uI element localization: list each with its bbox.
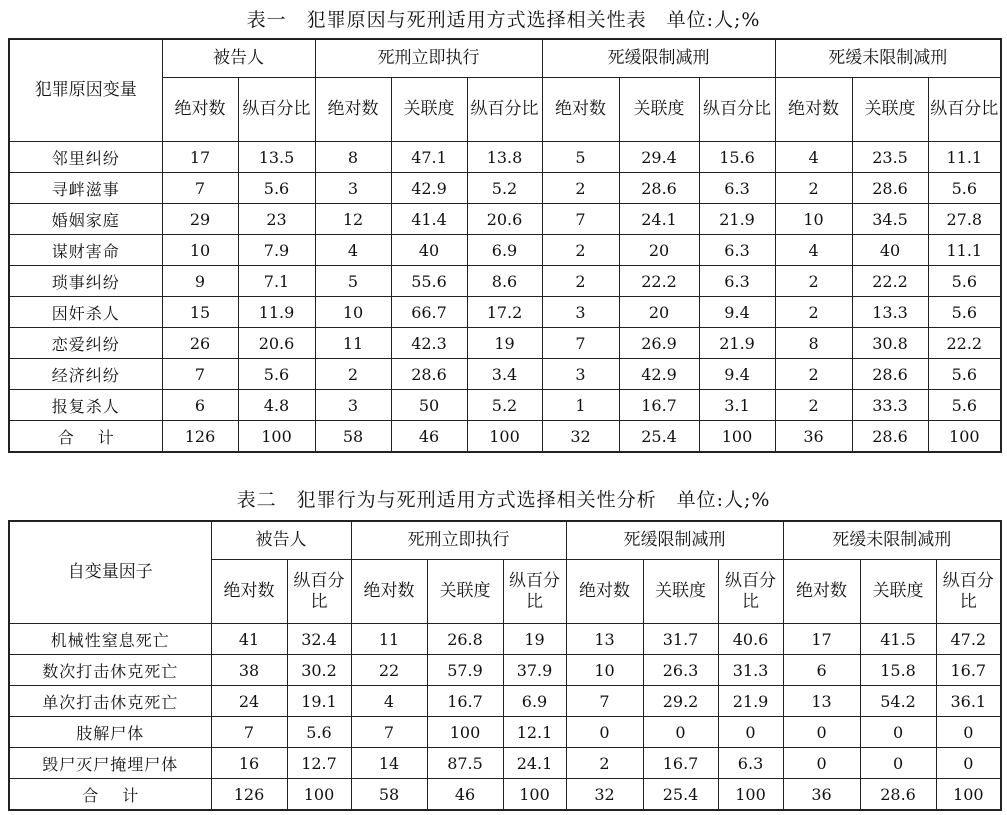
table-cell: 34.5 (852, 204, 928, 235)
table-cell: 26.8 (427, 624, 503, 655)
table-cell: 4 (775, 142, 852, 173)
sub-header-rel: 关联度 (391, 78, 467, 142)
table-cell: 17.2 (467, 297, 542, 328)
sub-header-pct: 纵百分比 (467, 78, 542, 142)
sub-header-abs: 绝对数 (211, 560, 287, 624)
table-row (9, 624, 1001, 655)
table-cell: 55.6 (391, 266, 467, 297)
table2-body (9, 624, 1001, 811)
table-cell: 5.2 (467, 173, 542, 204)
table-cell: 41.4 (391, 204, 467, 235)
table-cell: 16.7 (427, 686, 503, 717)
group-header: 死缓限制减刑 (566, 521, 783, 560)
table-cell: 42.3 (391, 328, 467, 359)
table-cell: 26 (162, 328, 238, 359)
table-cell: 12.1 (503, 717, 566, 748)
table-cell: 12.7 (287, 748, 351, 779)
table-row (9, 204, 1001, 235)
table-cell: 0 (936, 717, 1001, 748)
table-cell: 5.6 (238, 359, 315, 390)
table-cell: 3 (542, 359, 619, 390)
table-cell: 2 (542, 173, 619, 204)
row-label: 经济纠纷 (9, 359, 162, 390)
table-cell: 5.6 (928, 266, 1001, 297)
table-cell: 17 (162, 142, 238, 173)
table-cell: 6.3 (718, 748, 783, 779)
table-cell: 10 (315, 297, 391, 328)
group-header: 死缓限制减刑 (542, 39, 775, 78)
table-cell: 4 (351, 686, 427, 717)
group-header: 死刑立即执行 (351, 521, 566, 560)
table-cell: 24 (211, 686, 287, 717)
table-cell: 21.9 (699, 328, 775, 359)
table-cell: 6.3 (699, 173, 775, 204)
row-label: 婚姻家庭 (9, 204, 162, 235)
table-row (9, 266, 1001, 297)
table-cell: 13 (783, 686, 860, 717)
sub-header-abs: 绝对数 (566, 560, 643, 624)
table-cell: 15.6 (699, 142, 775, 173)
table-row (9, 390, 1001, 421)
table-cell: 42.9 (619, 359, 699, 390)
table-cell: 24.1 (503, 748, 566, 779)
table-cell: 10 (162, 235, 238, 266)
table-cell: 36 (783, 779, 860, 811)
table-cell: 46 (427, 779, 503, 811)
table-cell: 8 (775, 328, 852, 359)
table-cell: 20 (619, 235, 699, 266)
table-cell: 4 (315, 235, 391, 266)
sub-header-pct: 纵百分比 (238, 78, 315, 142)
row-label: 数次打击休克死亡 (9, 655, 211, 686)
table-cell: 26.9 (619, 328, 699, 359)
table-cell: 126 (162, 421, 238, 453)
table-cell: 28.6 (619, 173, 699, 204)
table-cell: 16.7 (936, 655, 1001, 686)
table-cell: 20.6 (238, 328, 315, 359)
sub-header-abs: 绝对数 (351, 560, 427, 624)
table2 (8, 520, 1002, 811)
table-row (9, 297, 1001, 328)
table-cell: 5.6 (238, 173, 315, 204)
table-cell: 5.6 (928, 297, 1001, 328)
table-cell: 22 (351, 655, 427, 686)
sub-header-pct: 纵百分比 (718, 560, 783, 624)
table-row (9, 328, 1001, 359)
table-cell: 36.1 (936, 686, 1001, 717)
table-cell: 28.6 (852, 421, 928, 453)
sub-header-rel: 关联度 (619, 78, 699, 142)
table-cell: 11.1 (928, 142, 1001, 173)
table1-title: 表一 犯罪原因与死刑适用方式选择相关性表 单位:人;% (246, 9, 761, 31)
table-cell: 28.6 (860, 779, 936, 811)
sub-header-abs: 绝对数 (315, 78, 391, 142)
table-cell: 2 (542, 266, 619, 297)
table-row (9, 686, 1001, 717)
table1 (8, 38, 1002, 453)
table-cell: 25.4 (643, 779, 718, 811)
table-cell: 9.4 (699, 297, 775, 328)
table-cell: 5 (315, 266, 391, 297)
row-header: 自变量因子 (9, 521, 211, 624)
table-cell: 32 (542, 421, 619, 453)
row-label: 毁尸灭尸掩埋尸体 (9, 748, 211, 779)
table-cell: 24.1 (619, 204, 699, 235)
table-cell: 25.4 (619, 421, 699, 453)
sub-header-rel: 关联度 (852, 78, 928, 142)
table-cell: 5.6 (928, 173, 1001, 204)
row-label: 琐事纠纷 (9, 266, 162, 297)
table-cell: 2 (542, 235, 619, 266)
table-cell: 40 (391, 235, 467, 266)
table-cell: 28.6 (852, 359, 928, 390)
table-cell: 0 (718, 717, 783, 748)
table-cell: 14 (351, 748, 427, 779)
table-row (9, 717, 1001, 748)
table-cell: 8 (315, 142, 391, 173)
group-header: 被告人 (162, 39, 315, 78)
table-cell: 4.8 (238, 390, 315, 421)
group-header: 死缓未限制减刑 (775, 39, 1001, 78)
table-cell: 1 (542, 390, 619, 421)
table-cell: 10 (775, 204, 852, 235)
row-label: 合计 (9, 421, 162, 453)
table-cell: 3.1 (699, 390, 775, 421)
table-cell: 7.1 (238, 266, 315, 297)
table-cell: 0 (860, 748, 936, 779)
row-label: 机械性窒息死亡 (9, 624, 211, 655)
sub-header-pct: 纵百分比 (928, 78, 1001, 142)
table-cell: 15 (162, 297, 238, 328)
table-cell: 11.1 (928, 235, 1001, 266)
row-label: 谋财害命 (9, 235, 162, 266)
table-row (9, 173, 1001, 204)
table-cell: 21.9 (718, 686, 783, 717)
sub-header-pct: 纵百分比 (936, 560, 1001, 624)
table-cell: 7.9 (238, 235, 315, 266)
row-label: 肢解尸体 (9, 717, 211, 748)
table-cell: 37.9 (503, 655, 566, 686)
table-cell: 100 (503, 779, 566, 811)
table-cell: 3 (315, 173, 391, 204)
table-cell: 17 (783, 624, 860, 655)
table-cell: 58 (315, 421, 391, 453)
sub-header-pct: 纵百分比 (503, 560, 566, 624)
table-cell: 28.6 (852, 173, 928, 204)
table-cell: 10 (566, 655, 643, 686)
sub-header-pct: 纵百分比 (699, 78, 775, 142)
table-cell: 5.6 (928, 390, 1001, 421)
table-cell: 16.7 (643, 748, 718, 779)
table-cell: 9.4 (699, 359, 775, 390)
table-cell: 5.6 (928, 359, 1001, 390)
table-cell: 30.8 (852, 328, 928, 359)
table-cell: 21.9 (699, 204, 775, 235)
table-cell: 12 (315, 204, 391, 235)
group-header: 死缓未限制减刑 (783, 521, 1001, 560)
table-cell: 19 (467, 328, 542, 359)
row-label: 报复杀人 (9, 390, 162, 421)
row-label: 合计 (9, 779, 211, 811)
table-cell: 7 (162, 173, 238, 204)
table-cell: 4 (775, 235, 852, 266)
table-cell: 100 (467, 421, 542, 453)
table-cell: 0 (783, 748, 860, 779)
table-cell: 100 (287, 779, 351, 811)
table-cell: 47.2 (936, 624, 1001, 655)
table-cell: 126 (211, 779, 287, 811)
table-cell: 22.2 (852, 266, 928, 297)
table-cell: 33.3 (852, 390, 928, 421)
table-cell: 20.6 (467, 204, 542, 235)
sub-header-rel: 关联度 (643, 560, 718, 624)
table-cell: 28.6 (391, 359, 467, 390)
table-cell: 2 (775, 390, 852, 421)
table-cell: 5 (542, 142, 619, 173)
table-cell: 23.5 (852, 142, 928, 173)
table-cell: 100 (699, 421, 775, 453)
table-cell: 2 (775, 359, 852, 390)
table-cell: 66.7 (391, 297, 467, 328)
table-cell: 0 (783, 717, 860, 748)
table-cell: 26.3 (643, 655, 718, 686)
table-cell: 23 (238, 204, 315, 235)
table-cell: 29 (162, 204, 238, 235)
group-header: 死刑立即执行 (315, 39, 542, 78)
table-cell: 19.1 (287, 686, 351, 717)
row-label: 单次打击休克死亡 (9, 686, 211, 717)
row-label: 因奸杀人 (9, 297, 162, 328)
table-cell: 0 (860, 717, 936, 748)
table-cell: 7 (566, 686, 643, 717)
table-cell: 32.4 (287, 624, 351, 655)
sub-header-abs: 绝对数 (162, 78, 238, 142)
sub-header-abs: 绝对数 (783, 560, 860, 624)
table-cell: 32 (566, 779, 643, 811)
table-cell: 38 (211, 655, 287, 686)
table-cell: 5.6 (287, 717, 351, 748)
table-row (9, 748, 1001, 779)
group-header: 被告人 (211, 521, 351, 560)
table-cell: 30.2 (287, 655, 351, 686)
table-row (9, 655, 1001, 686)
table-cell: 100 (238, 421, 315, 453)
sub-header-pct: 纵百分比 (287, 560, 351, 624)
table-cell: 6.3 (699, 235, 775, 266)
table-row (9, 421, 1001, 453)
table-cell: 41 (211, 624, 287, 655)
table-cell: 29.2 (643, 686, 718, 717)
table-cell: 0 (643, 717, 718, 748)
table-cell: 87.5 (427, 748, 503, 779)
table-cell: 0 (566, 717, 643, 748)
table-cell: 13.5 (238, 142, 315, 173)
table-cell: 2 (775, 266, 852, 297)
table-cell: 22.2 (928, 328, 1001, 359)
table-cell: 3.4 (467, 359, 542, 390)
table-cell: 27.8 (928, 204, 1001, 235)
table-row (9, 142, 1001, 173)
sub-header-rel: 关联度 (860, 560, 936, 624)
sub-header-abs: 绝对数 (542, 78, 619, 142)
table-cell: 42.9 (391, 173, 467, 204)
table-cell: 100 (928, 421, 1001, 453)
table-cell: 2 (315, 359, 391, 390)
table-cell: 7 (542, 204, 619, 235)
table-cell: 7 (211, 717, 287, 748)
table-cell: 40.6 (718, 624, 783, 655)
table-cell: 22.2 (619, 266, 699, 297)
table-cell: 3 (315, 390, 391, 421)
table-row (9, 359, 1001, 390)
table-cell: 41.5 (860, 624, 936, 655)
table-cell: 6.9 (503, 686, 566, 717)
table-cell: 6 (162, 390, 238, 421)
table-cell: 7 (162, 359, 238, 390)
table-cell: 16 (211, 748, 287, 779)
table-row (9, 779, 1001, 811)
table-cell: 31.3 (718, 655, 783, 686)
table-cell: 5.2 (467, 390, 542, 421)
table-cell: 15.8 (860, 655, 936, 686)
table-cell: 2 (775, 297, 852, 328)
table-cell: 13.3 (852, 297, 928, 328)
row-label: 邻里纠纷 (9, 142, 162, 173)
table-cell: 9 (162, 266, 238, 297)
row-header: 犯罪原因变量 (9, 39, 162, 142)
table-cell: 0 (936, 748, 1001, 779)
table-cell: 7 (542, 328, 619, 359)
table-cell: 2 (775, 173, 852, 204)
table-cell: 57.9 (427, 655, 503, 686)
table-cell: 2 (566, 748, 643, 779)
row-label: 恋爱纠纷 (9, 328, 162, 359)
table-cell: 100 (427, 717, 503, 748)
table-cell: 100 (718, 779, 783, 811)
table-cell: 31.7 (643, 624, 718, 655)
table-cell: 6 (783, 655, 860, 686)
table-cell: 29.4 (619, 142, 699, 173)
table-row (9, 235, 1001, 266)
table-cell: 11 (315, 328, 391, 359)
row-label: 寻衅滋事 (9, 173, 162, 204)
sub-header-rel: 关联度 (427, 560, 503, 624)
table-cell: 13.8 (467, 142, 542, 173)
table-cell: 50 (391, 390, 467, 421)
table-cell: 8.6 (467, 266, 542, 297)
table2-title: 表二 犯罪行为与死刑适用方式选择相关性分析 单位:人;% (236, 489, 771, 511)
table-cell: 46 (391, 421, 467, 453)
table-cell: 16.7 (619, 390, 699, 421)
table-cell: 54.2 (860, 686, 936, 717)
table-cell: 47.1 (391, 142, 467, 173)
table-cell: 6.9 (467, 235, 542, 266)
table-cell: 13 (566, 624, 643, 655)
table1-body (9, 142, 1001, 453)
table-cell: 3 (542, 297, 619, 328)
table-cell: 7 (351, 717, 427, 748)
table-cell: 100 (936, 779, 1001, 811)
table-cell: 20 (619, 297, 699, 328)
table-cell: 58 (351, 779, 427, 811)
table-cell: 11.9 (238, 297, 315, 328)
table-cell: 40 (852, 235, 928, 266)
table-cell: 19 (503, 624, 566, 655)
table-cell: 36 (775, 421, 852, 453)
sub-header-abs: 绝对数 (775, 78, 852, 142)
table-cell: 6.3 (699, 266, 775, 297)
table-cell: 11 (351, 624, 427, 655)
